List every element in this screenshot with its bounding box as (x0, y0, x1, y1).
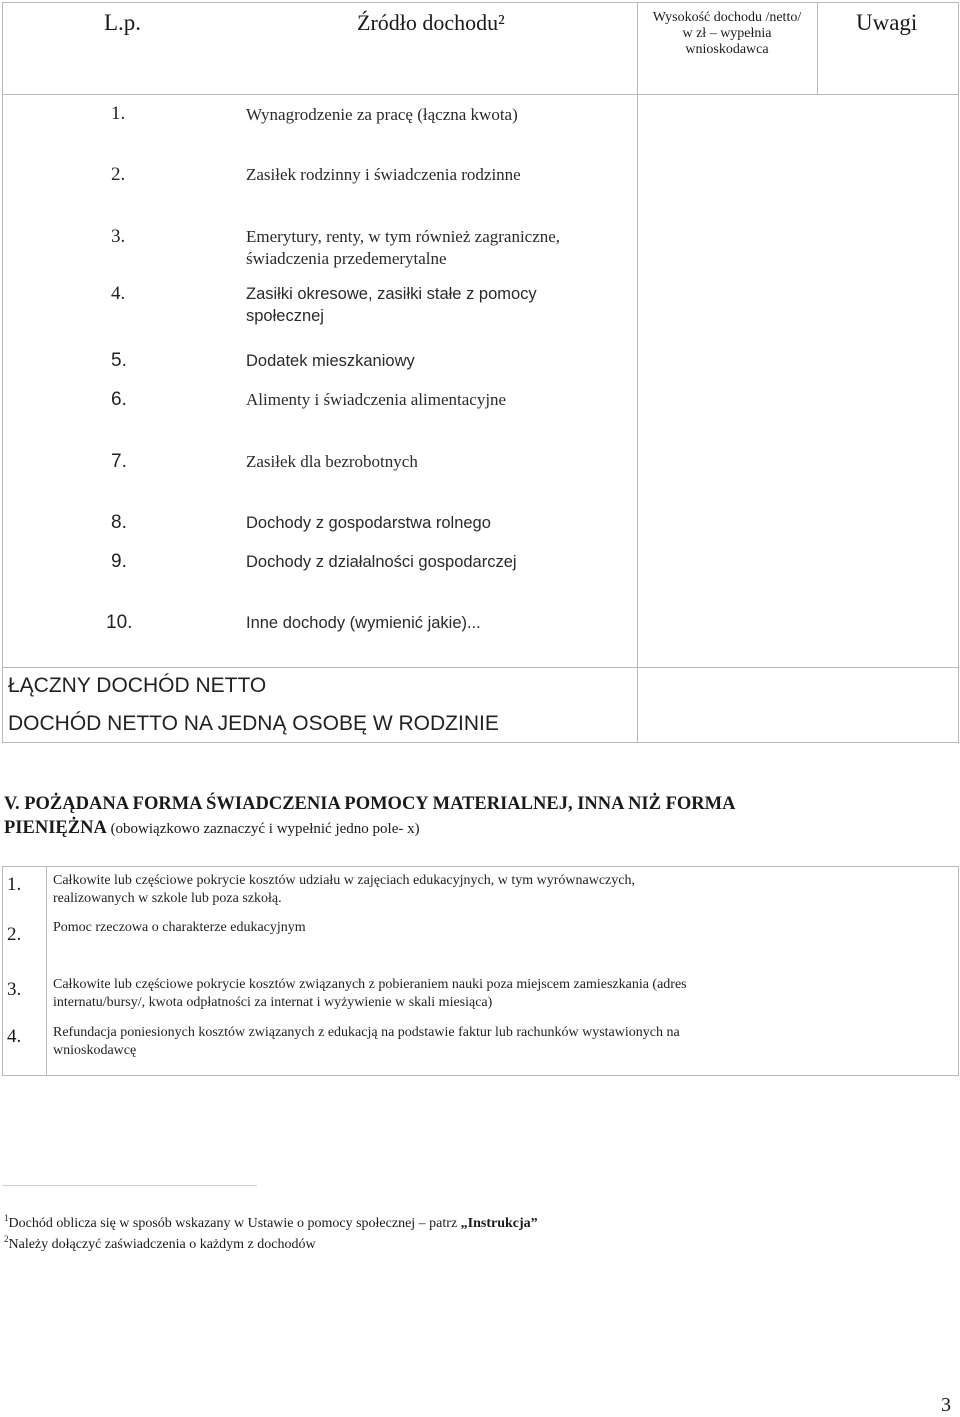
page-number: 3 (941, 1394, 951, 1416)
header-source: Źródło dochodu² (357, 10, 505, 35)
row-7-number: 7. (111, 451, 127, 472)
row-2-number: 2. (111, 164, 126, 185)
option-1-number[interactable]: 1. (7, 874, 22, 895)
footnote-separator (2, 1185, 257, 1186)
section-v-heading-bold: PIENIĘŻNA (4, 818, 107, 838)
row-1-number: 1. (111, 103, 126, 124)
row-3-source: Emerytury, renty, w tym również zagraniczne, świadczenia przedemerytalne (246, 227, 561, 268)
row-4-source: Zasiłki okresowe, zasiłki stałe z pomocy społecznej (246, 285, 537, 325)
header-amount: Wysokość dochodu /netto/ w zł – wypełnia wnioskodawca (652, 10, 802, 57)
option-3-number[interactable]: 3. (7, 979, 22, 1000)
net-income-per-person-label: DOCHÓD NETTO NA JEDNĄ OSOBĘ W RODZINIE (8, 712, 499, 735)
section-v-instruction: (obowiązkowo zaznaczyć i wypełnić jedno pole- x) (106, 821, 420, 837)
header-notes: Uwagi (856, 10, 918, 35)
row-6-number: 6. (111, 389, 127, 410)
row-6-source: Alimenty i świadczenia alimentacyjne (246, 390, 507, 409)
footnote-1-instruction-link: „Instrukcja” (460, 1216, 538, 1231)
section-v-heading: V. POŻĄDANA FORMA ŚWIADCZENIA POMOCY MATERIALNEJ, INNA NIŻ FORMA PIENIĘŻNA (obowiązkowo zaznaczyć i wypełnić jedno pole- x) (4, 794, 736, 838)
row-8-number: 8. (111, 512, 127, 533)
footnote-1: $^1$Dochód oblicza się w sposób wskazany w Ustawie o pomocy społecznej – patrz „Instrukcja” (4, 1213, 538, 1231)
row-5-number: 5. (111, 350, 127, 371)
row-5-source: Dodatek mieszkaniowy (246, 352, 415, 370)
option-4-text: Refundacja poniesionych kosztów związanych z edukacją na podstawie faktur lub rachunków wystawionych na wnioskodawcę (53, 1025, 680, 1058)
row-1-source: Wynagrodzenie za pracę (łączna kwota) (246, 105, 518, 124)
total-net-income-label: ŁĄCZNY DOCHÓD NETTO (8, 674, 267, 697)
row-9-number: 9. (111, 551, 127, 572)
row-7-source: Zasiłek dla bezrobotnych (246, 452, 418, 471)
row-2-source: Zasiłek rodzinny i świadczenia rodzinne (246, 165, 521, 184)
row-8-source: Dochody z gospodarstwa rolnego (246, 514, 491, 532)
row-4-number: 4. (111, 283, 126, 304)
option-4-number[interactable]: 4. (7, 1026, 22, 1047)
header-lp: L.p. (104, 10, 142, 35)
option-2-text: Pomoc rzeczowa o charakterze edukacyjnym (53, 920, 306, 935)
option-3-text: Całkowite lub częściowe pokrycie kosztów związanych z pobieraniem nauki poza miejscem zamieszkania (adres internatu/bursy/, kwota odpłatności za internat i wyżywienie w skali miesiąca) (53, 977, 687, 1010)
option-2-number[interactable]: 2. (7, 924, 22, 945)
row-10-source: Inne dochody (wymienić jakie)... (246, 614, 481, 632)
option-1-text: Całkowite lub częściowe pokrycie kosztów udziału w zajęciach edukacyjnych, w tym wyrównawczych, realizowanych w szkole lub poza szkołą. (53, 873, 635, 906)
row-3-number: 3. (111, 226, 126, 247)
row-10-number: 10. (106, 612, 133, 633)
footnote-2: $^2$Należy dołączyć zaświadczenia o każdym z dochodów (4, 1234, 316, 1252)
row-9-source: Dochody z działalności gospodarczej (246, 553, 517, 571)
